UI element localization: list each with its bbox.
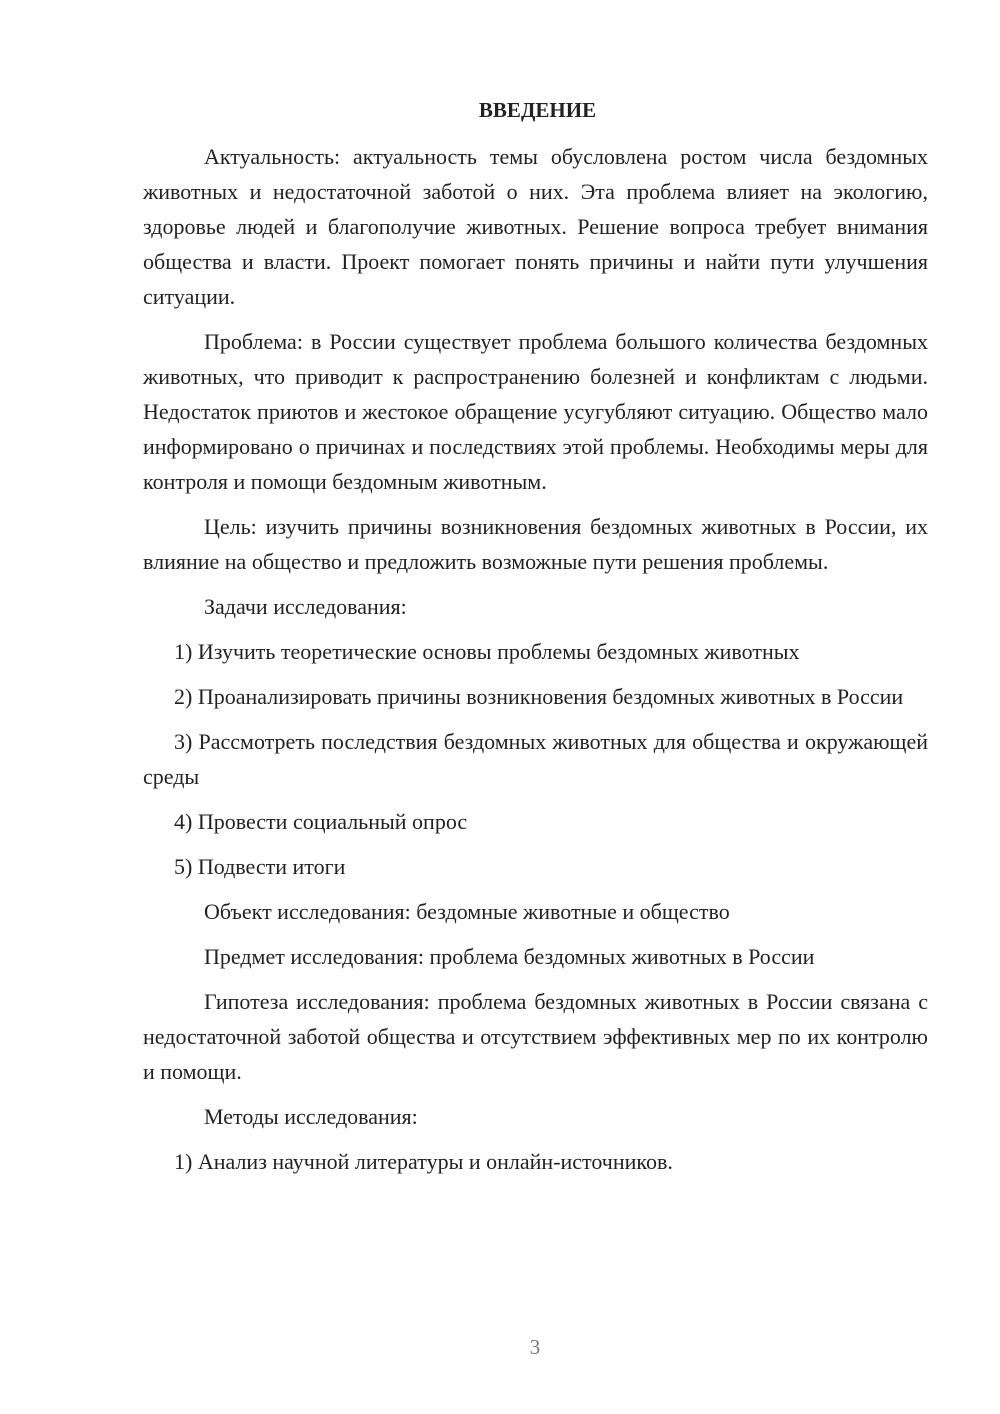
goal-paragraph: Цель: изучить причины возникновения бездомных животных в России, их влияние на общество и предложить возможные пути решения проблемы. [143,514,928,574]
methods-heading: Методы исследования: [204,1104,418,1129]
task-item-4: 4) Провести социальный опрос [174,809,468,834]
tasks-heading: Задачи исследования: [204,594,407,619]
research-object: Объект исследования: бездомные животные и общество [204,899,730,924]
task-item-2: 2) Проанализировать причины возникновения бездомных животных в России [174,684,904,709]
method-item-1: 1) Анализ научной литературы и онлайн-источников. [174,1149,673,1174]
task-item-5: 5) Подвести итоги [174,854,346,879]
problem-paragraph: Проблема: в России существует проблема большого количества бездомных животных, что приводит к распространению болезней и конфликтам с людьми. Недостаток приютов и жестокое обращение усугубляют ситуацию. Общество мало информировано о причинах и последствиях этой проблемы. Необходимы меры для контроля и помощи бездомным животным. [143,329,928,494]
task-item-1: 1) Изучить теоретические основы проблемы бездомных животных [174,639,800,664]
task-item-3: 3) Рассмотреть последствия бездомных животных для общества и окружающей среды [143,729,928,789]
page-title: ВВЕДЕНИЕ [478,98,597,122]
relevance-paragraph: Актуальность: актуальность темы обусловлена ростом числа бездомных животных и недостаточной заботой о них. Эта проблема влияет на экологию, здоровье людей и благополучие животных. Решение вопроса требует внимания общества и власти. Проект помогает понять причины и найти пути улучшения ситуации. [143,144,928,309]
research-hypothesis: Гипотеза исследования: проблема бездомных животных в России связана с недостаточной заботой общества и отсутствием эффективных мер по их контролю и помощи. [143,989,928,1084]
page-content [143,95,928,1189]
research-subject: Предмет исследования: проблема бездомных животных в России [204,944,815,969]
page-number: 3 [529,1335,541,1359]
